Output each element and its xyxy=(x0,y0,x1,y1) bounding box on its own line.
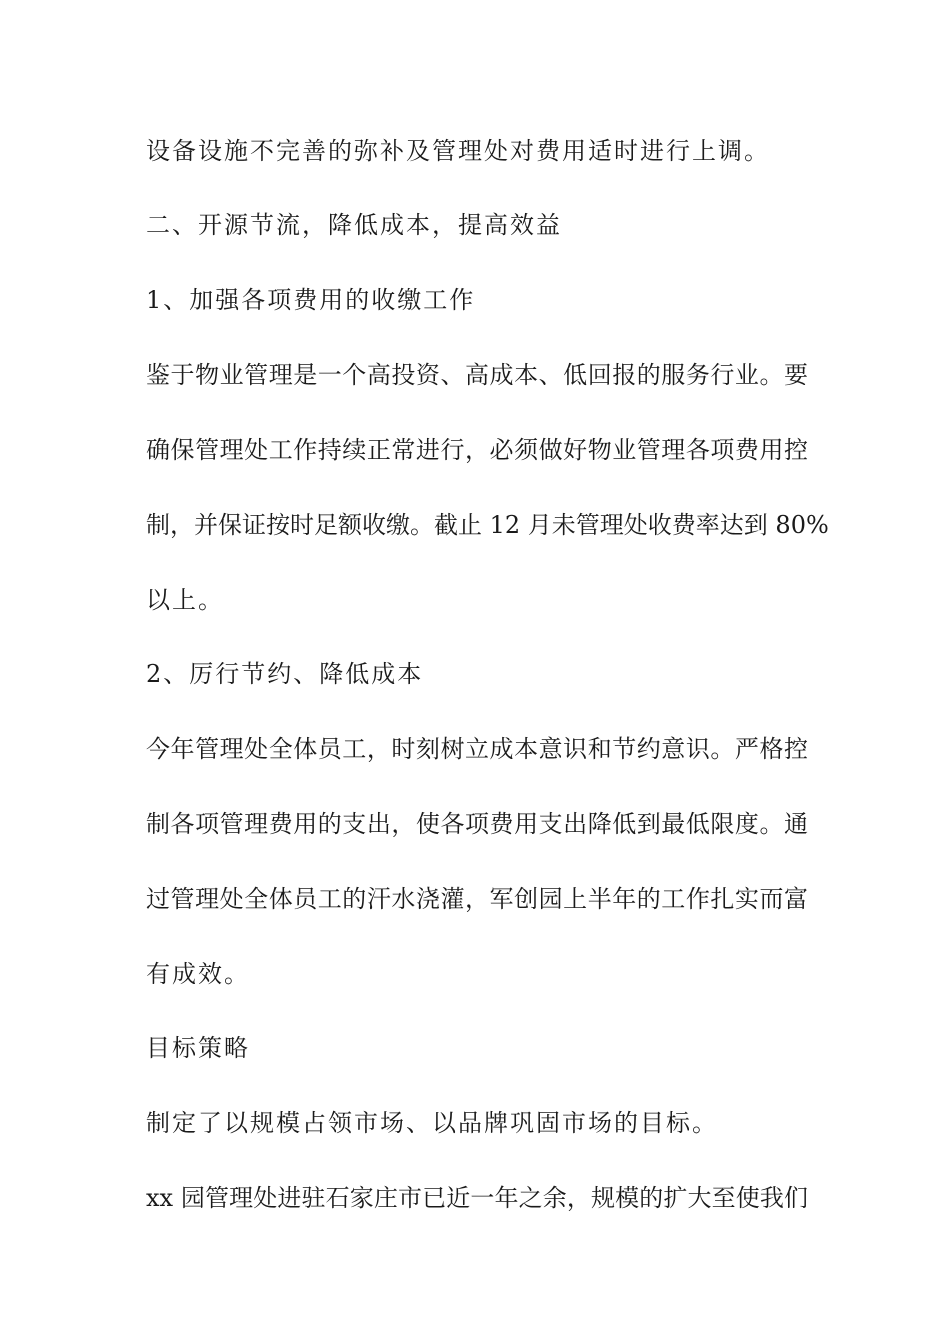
paragraph-line: 有成效。 xyxy=(146,960,250,988)
paragraph-line: 设备设施不完善的弥补及管理处对费用适时进行上调。 xyxy=(146,137,770,165)
paragraph-line: 鉴于物业管理是一个高投资、高成本、低回报的服务行业。要 xyxy=(146,361,808,389)
section-heading: 二、开源节流，降低成本，提高效益 xyxy=(146,211,562,239)
subsection-heading: 1、加强各项费用的收缴工作 xyxy=(146,286,476,314)
paragraph-line: 今年管理处全体员工，时刻树立成本意识和节约意识。严格控 xyxy=(146,735,808,763)
section-heading: 目标策略 xyxy=(146,1034,250,1062)
paragraph-line: 以上。 xyxy=(146,586,224,614)
paragraph-line: 过管理处全体员工的汗水浇灌，军创园上半年的工作扎实而富 xyxy=(146,885,808,913)
paragraph-line: 制定了以规模占领市场、以品牌巩固市场的目标。 xyxy=(146,1109,718,1137)
paragraph-line: 确保管理处工作持续正常进行，必须做好物业管理各项费用控 xyxy=(146,436,808,464)
subsection-heading: 2、厉行节约、降低成本 xyxy=(146,660,424,688)
paragraph-line: 制，并保证按时足额收缴。截止 12 月未管理处收费率达到 80% xyxy=(146,511,829,539)
paragraph-line: 制各项管理费用的支出，使各项费用支出降低到最低限度。通 xyxy=(146,810,808,838)
paragraph-line: xx 园管理处进驻石家庄市已近一年之余，规模的扩大至使我们 xyxy=(146,1184,808,1212)
